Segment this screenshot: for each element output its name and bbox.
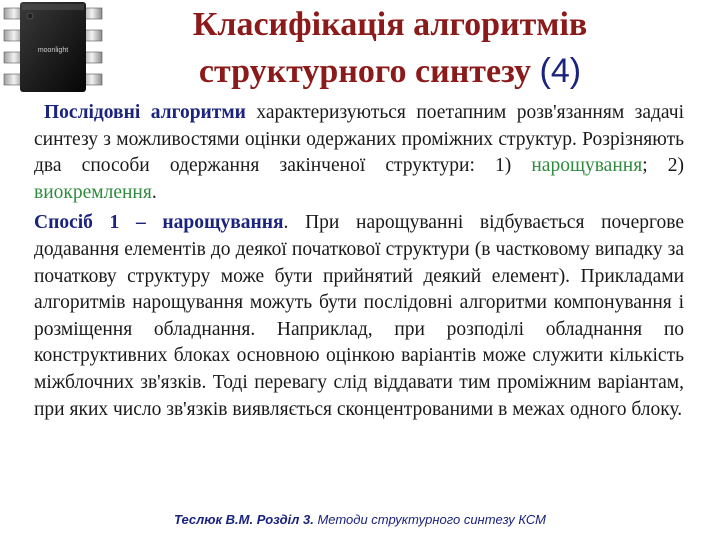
- slide-footer: [0, 512, 720, 527]
- paragraph-method-1: [34, 210, 684, 423]
- method-1-heading: Спосіб 1 – нарощування: [34, 212, 284, 234]
- method-growth: нарощування: [531, 155, 643, 177]
- paragraph1-text-2: ; 2): [642, 155, 684, 177]
- paragraph-sequential-algorithms: [34, 100, 684, 206]
- slide-body: [34, 100, 684, 423]
- paragraph1-text-3: .: [151, 181, 157, 203]
- title-line-2-text: структурного синтезу: [198, 53, 532, 90]
- slide-title: [110, 2, 670, 95]
- title-line-2: [110, 48, 670, 95]
- title-number: (4): [539, 52, 582, 90]
- paragraph1-text-1: характеризуються поетапним розв'язанням задачі синтезу з можливостями оцінки одержаних проміжних структур. Розрізняють два способи одержання закінченої структури: 1): [34, 102, 685, 177]
- paragraph2-text: . При нарощуванні відбувається почергове додавання елементів до деякої початкової структури (в частковому випадку за початкову структуру може бути прийнятий деякий елемент). Прикладами алгоритмів нарощування можуть бути послідовні алгоритми компонування і розміщення обладнання. Наприклад, при розподілі обладнання по конструктивних блоках основною оцінкою варіантів може служити кількість міжблочних зв'язків. Тоді перевагу слід віддавати тим проміжним варіантам, при яких число зв'язків виявляється сконцентрованими в межах одного блоку.: [34, 212, 684, 420]
- term-sequential-algorithms: Послідовні алгоритми: [44, 102, 246, 123]
- title-line-1: Класифікація алгоритмів: [192, 6, 588, 43]
- footer-author: Теслюк В.М.: [174, 512, 254, 527]
- footer-topic: Методи структурного синтезу КСМ: [317, 512, 546, 527]
- footer-section: Розділ 3.: [256, 512, 314, 527]
- method-separation: виокремлення: [34, 181, 152, 203]
- microchip-logo: [2, 0, 104, 98]
- chip-label: moonlight: [37, 47, 69, 54]
- microchip-icon: [2, 0, 104, 98]
